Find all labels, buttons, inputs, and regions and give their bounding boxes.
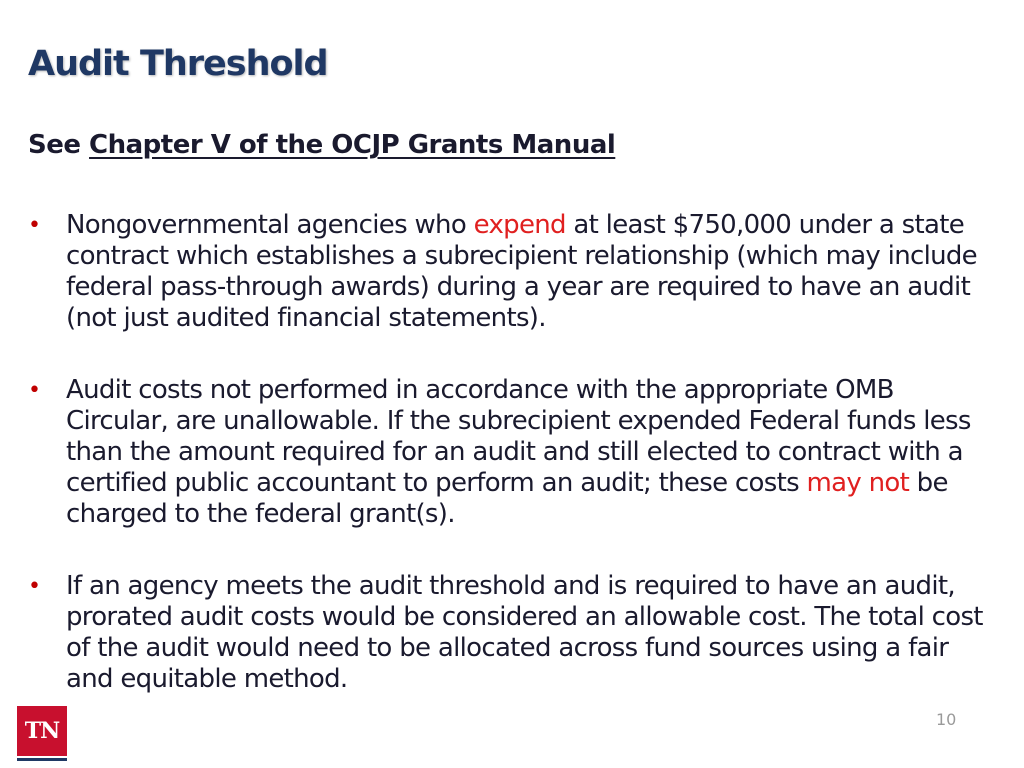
bullet-item (24, 375, 1000, 530)
logo-underline (17, 758, 67, 761)
bullet-text: Nongovernmental agencies who (66, 210, 474, 240)
bullet-text: be charged to the federal grant(s). (66, 468, 948, 529)
bullet-marker: • (28, 574, 41, 599)
tn-logo-text: TN (24, 718, 60, 744)
bullet-item (24, 210, 1000, 334)
bullet-text: at least $750,000 under a state contract which establishes a subrecipient relationship (which may include federal pass-through awards) during a year are required to have an audit (not just audited financial statements). (66, 210, 977, 333)
tn-logo (17, 706, 67, 756)
highlight-may-not: may not (806, 468, 910, 498)
page-number: 10 (936, 710, 957, 729)
slide-title: Audit Threshold (28, 44, 328, 84)
bullet-text: If an agency meets the audit threshold and is required to have an audit, prorated audit costs would be considered an allowable cost. The total cost of the audit would need to be allocated across fund sources using a fair and equitable method. (66, 571, 983, 694)
highlight-expend: expend (473, 210, 566, 240)
bullet-text: Audit costs not performed in accordance with the appropriate OMB Circular, are unallowable. If the subrecipient expended Federal funds less than the amount required for an audit and still elected to contract with a certified public accountant to perform an audit; these costs (66, 375, 971, 498)
bullet-marker: • (28, 213, 41, 238)
bullet-item (24, 571, 1000, 695)
grants-manual-link[interactable]: Chapter V of the OCJP Grants Manual (89, 130, 616, 160)
bullet-marker: • (28, 378, 41, 403)
bullet-list (24, 210, 1000, 695)
subtitle (28, 130, 615, 160)
subtitle-prefix: See (28, 130, 90, 160)
